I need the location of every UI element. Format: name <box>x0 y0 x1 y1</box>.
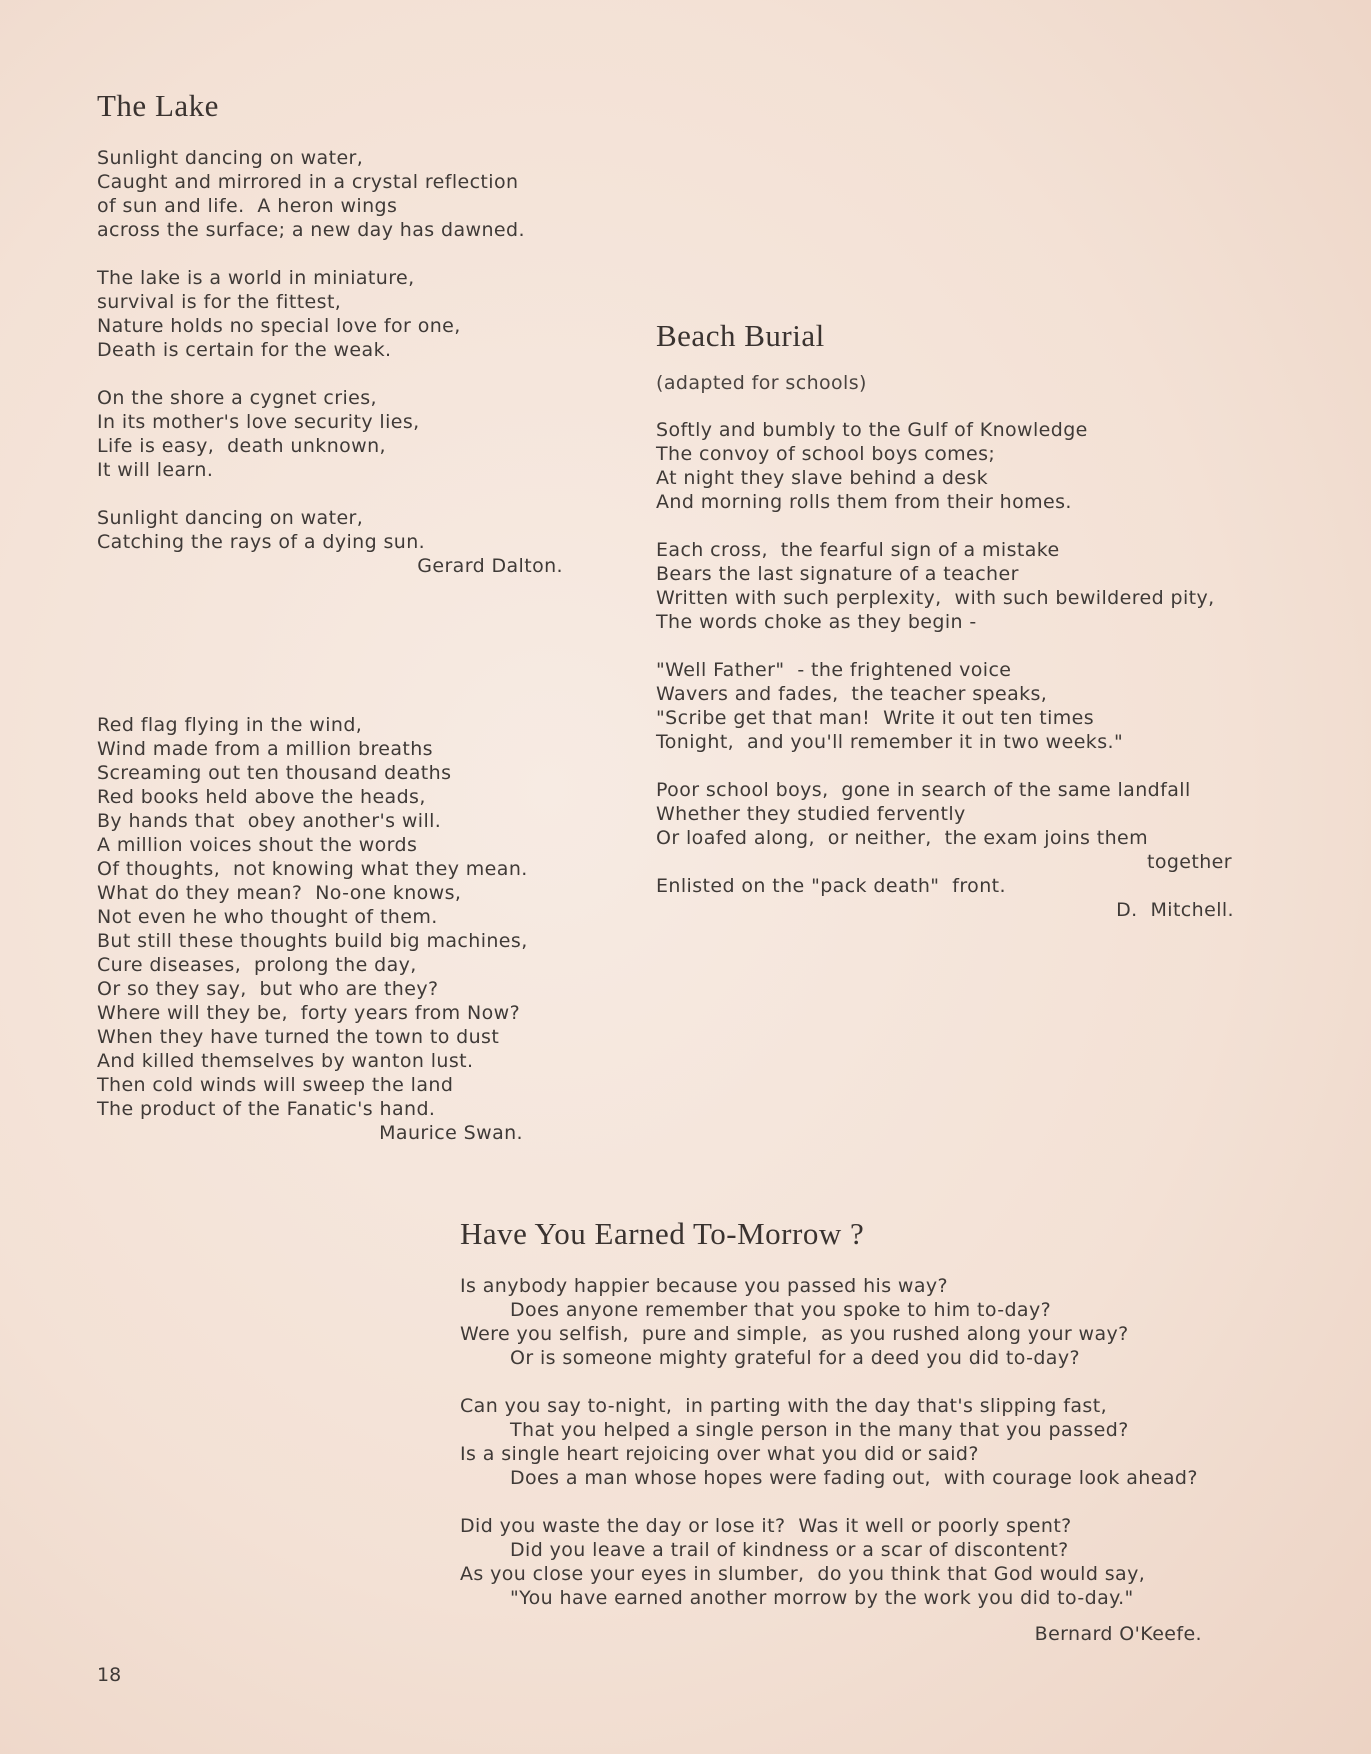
poem-line: Whether they studied fervently <box>656 803 966 825</box>
poem-line: Sunlight dancing on water, <box>97 147 364 169</box>
poem-line: The lake is a world in miniature, <box>97 267 415 289</box>
page-number: 18 <box>97 1664 122 1686</box>
poem-line: Did you waste the day or lose it? Was it well or poorly spent? <box>460 1515 1072 1537</box>
poem-author: Bernard O'Keefe. <box>1034 1623 1202 1645</box>
poem-line: Caught and mirrored in a crystal reflection <box>97 171 519 193</box>
poem-line-wrap: together <box>1146 851 1232 873</box>
poem-line: Did you leave a trail of kindness or a scar of discontent? <box>510 1539 1069 1561</box>
poem-line: At night they slave behind a desk <box>656 467 989 489</box>
poem-line: across the surface; a new day has dawned. <box>97 219 525 241</box>
poem-line: The words choke as they begin - <box>656 611 977 633</box>
poem-subtitle: (adapted for schools) <box>656 372 867 394</box>
poem-line: Red flag flying in the wind, <box>97 714 363 736</box>
poem-author: Gerard Dalton. <box>417 555 563 577</box>
poem-line: A million voices shout the words <box>97 834 418 856</box>
poem-line: It will learn. <box>97 459 214 481</box>
poem-line: "You have earned another morrow by the work you did to-day." <box>510 1587 1134 1609</box>
poem-line: Screaming out ten thousand deaths <box>97 762 452 784</box>
poem-line: And morning rolls them from their homes. <box>656 491 1072 513</box>
poem-red-flag <box>97 713 597 1145</box>
poem-line: Catching the rays of a dying sun. <box>97 531 426 553</box>
poem-author: D. Mitchell. <box>1116 899 1234 921</box>
poem-line: Bears the last signature of a teacher <box>656 563 1019 585</box>
poem-line: "Scribe get that man! Write it out ten times <box>656 707 1095 729</box>
poem-line: On the shore a cygnet cries, <box>97 387 377 409</box>
poem-line: Softly and bumbly to the Gulf of Knowledge <box>656 419 1088 441</box>
poem-line: That you helped a single person in the many that you passed? <box>510 1419 1129 1441</box>
poem-line: of sun and life. A heron wings <box>97 195 398 217</box>
poem-line: Death is certain for the weak. <box>97 339 392 361</box>
poem-line: Were you selfish, pure and simple, as you rushed along your way? <box>460 1323 1129 1345</box>
poem-line: Where will they be, forty years from Now? <box>97 1002 521 1024</box>
poem-line: And killed themselves by wanton lust. <box>97 1050 474 1072</box>
poem-line: Sunlight dancing on water, <box>97 507 364 529</box>
poem-line: The convoy of school boys comes; <box>656 443 996 465</box>
poem-line: Does anyone remember that you spoke to him to-day? <box>510 1299 1052 1321</box>
poem-line: Written with such perplexity, with such bewildered pity, <box>656 587 1215 609</box>
poem-title: Have You Earned To-Morrow ? <box>460 1216 865 1251</box>
poem-body <box>460 1274 1340 1646</box>
poem-author: Maurice Swan. <box>379 1122 523 1144</box>
poem-line: What do they mean? No-one knows, <box>97 882 462 904</box>
poem-body <box>656 418 1296 922</box>
poem-title: Beach Burial <box>656 318 825 353</box>
poem-line: Or loafed along, or neither, the exam joins them <box>656 827 1149 849</box>
poem-line: Poor school boys, gone in search of the same landfall <box>656 779 1191 801</box>
poem-line: Cure diseases, prolong the day, <box>97 954 417 976</box>
poem-line: Wind made from a million breaths <box>97 738 433 760</box>
poem-line: The product of the Fanatic's hand. <box>97 1098 436 1120</box>
poem-the-lake <box>97 88 617 578</box>
poem-line: Is anybody happier because you passed his way? <box>460 1275 949 1297</box>
poem-beach-burial <box>656 318 1296 922</box>
poem-line: In its mother's love security lies, <box>97 411 420 433</box>
poem-line: As you close your eyes in slumber, do you think that God would say, <box>460 1563 1146 1585</box>
poem-line: Not even he who thought of them. <box>97 906 438 928</box>
poem-line: Is a single heart rejoicing over what you did or said? <box>460 1443 979 1465</box>
poem-line: Enlisted on the "pack death" front. <box>656 875 1006 897</box>
poem-line: survival is for the fittest, <box>97 291 342 313</box>
poem-line: Tonight, and you'll remember it in two weeks." <box>656 731 1124 753</box>
poem-body <box>97 146 617 578</box>
poem-line: Or so they say, but who are they? <box>97 978 439 1000</box>
poem-have-you-earned-tomorrow <box>460 1216 1340 1646</box>
poem-title: The Lake <box>97 88 219 123</box>
poem-line: Life is easy, death unknown, <box>97 435 386 457</box>
poem-line: But still these thoughts build big machines, <box>97 930 528 952</box>
poem-line: Can you say to-night, in parting with the day that's slipping fast, <box>460 1395 1108 1417</box>
poem-line: Of thoughts, not knowing what they mean. <box>97 858 528 880</box>
poem-line: By hands that obey another's will. <box>97 810 442 832</box>
poem-line: Red books held above the heads, <box>97 786 426 808</box>
poem-line: Each cross, the fearful sign of a mistake <box>656 539 1060 561</box>
poem-line: Then cold winds will sweep the land <box>97 1074 454 1096</box>
poem-line: When they have turned the town to dust <box>97 1026 500 1048</box>
poem-line: "Well Father" - the frightened voice <box>656 659 1012 681</box>
poem-line: Wavers and fades, the teacher speaks, <box>656 683 1048 705</box>
poem-line: Or is someone mighty grateful for a deed you did to-day? <box>510 1347 1080 1369</box>
poem-line: Does a man whose hopes were fading out, with courage look ahead? <box>510 1467 1198 1489</box>
poem-line: Nature holds no special love for one, <box>97 315 461 337</box>
